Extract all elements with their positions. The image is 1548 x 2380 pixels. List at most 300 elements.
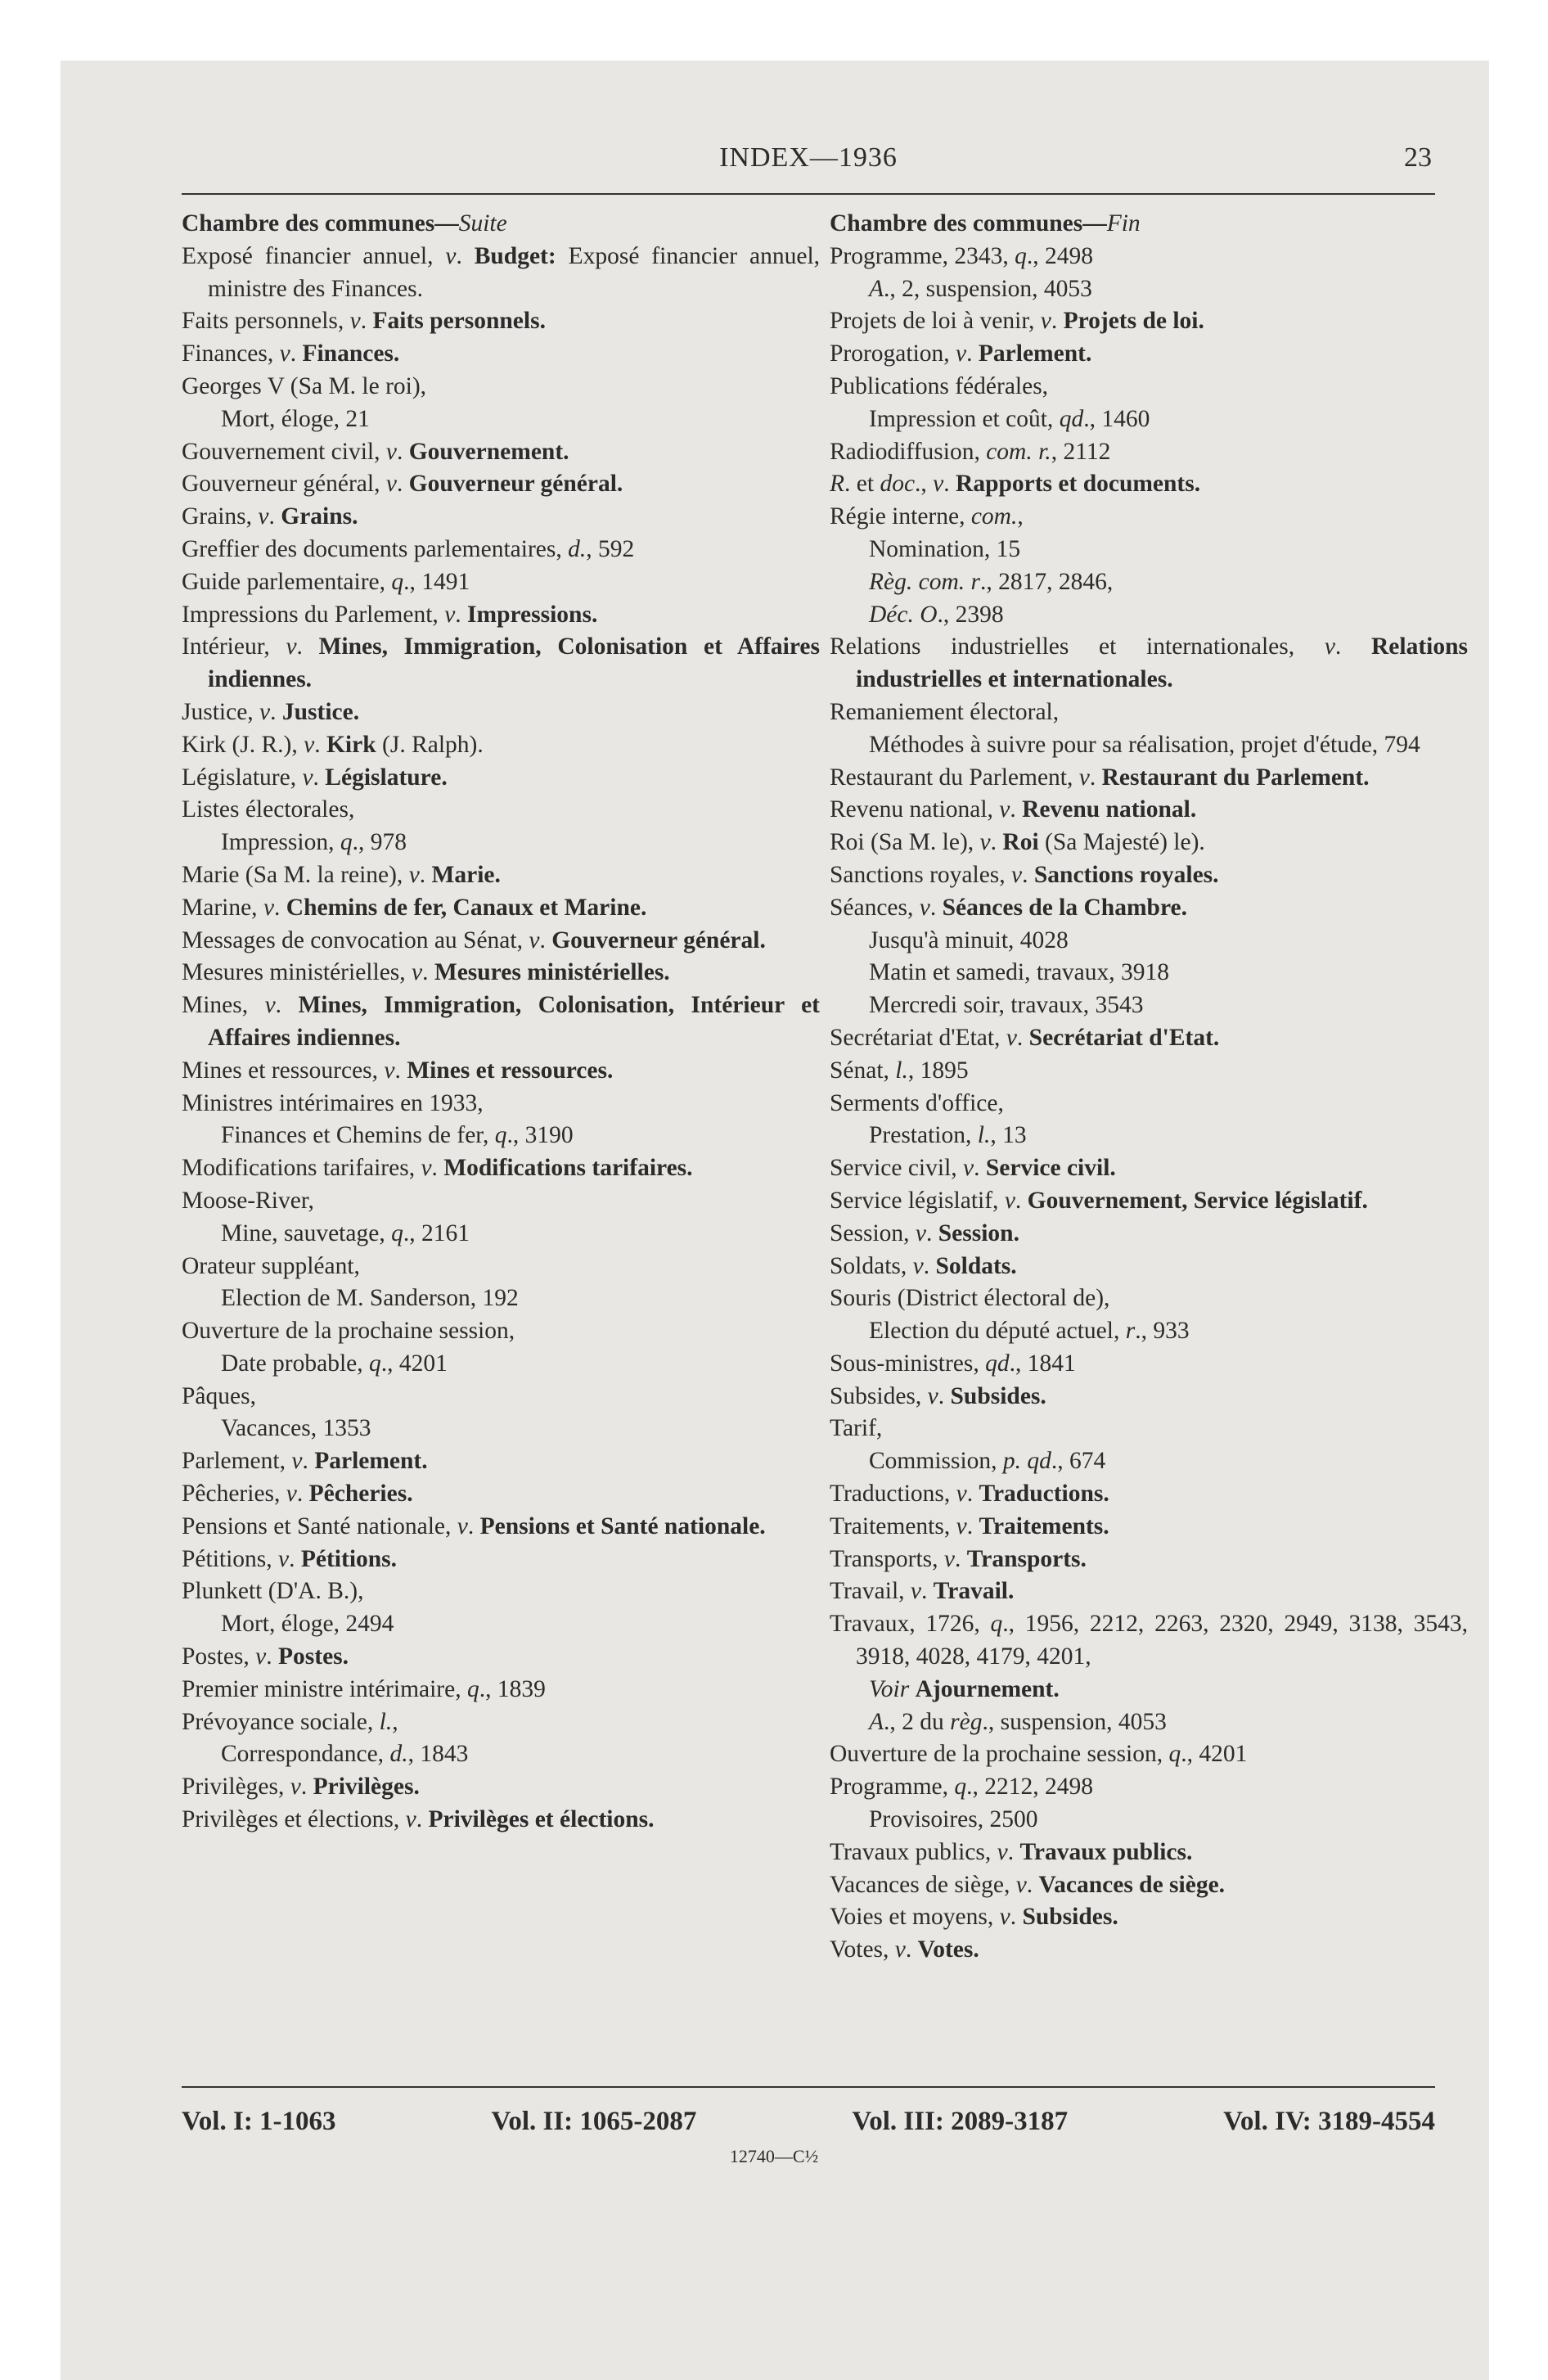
entry-text: ., bbox=[915, 471, 934, 498]
index-entry bbox=[182, 1152, 820, 1185]
cross-reference: Traductions. bbox=[979, 1481, 1109, 1508]
abbreviation: v bbox=[278, 1545, 290, 1572]
index-entry bbox=[182, 1706, 820, 1739]
cross-reference: Pétitions. bbox=[300, 1545, 398, 1572]
abbreviation: v bbox=[927, 1382, 938, 1409]
entry-text: . bbox=[313, 764, 326, 791]
entry-text: Projets de loi à venir, bbox=[830, 308, 1041, 335]
index-subentry bbox=[830, 729, 1468, 762]
entry-text: . bbox=[270, 698, 282, 725]
index-entry bbox=[182, 925, 820, 958]
header-rule bbox=[182, 193, 1435, 195]
entry-text: Messages de convocation au Sénat, bbox=[182, 926, 529, 953]
index-subentry bbox=[830, 1120, 1468, 1152]
cross-reference: Pêcheries. bbox=[308, 1481, 413, 1508]
cross-reference: Votes. bbox=[917, 1936, 979, 1963]
entry-text: . bbox=[268, 503, 281, 530]
entry-text: Ouverture de la prochaine session, bbox=[830, 1741, 1169, 1768]
entry-text: . et bbox=[844, 471, 880, 498]
volume-range: Vol. II: 1065-2087 bbox=[491, 2107, 697, 2136]
cross-reference: Revenu national. bbox=[1022, 796, 1197, 823]
entry-text: Méthodes à suivre pour sa réalisation, projet d'étude, 794 bbox=[869, 731, 1420, 758]
entry-text: . bbox=[954, 1545, 967, 1572]
cross-reference: Travaux publics. bbox=[1019, 1838, 1193, 1865]
abbreviation: q bbox=[340, 829, 353, 856]
index-entry bbox=[830, 1608, 1468, 1674]
cross-reference: Gouvernement, Service législatif. bbox=[1027, 1187, 1368, 1214]
index-subentry bbox=[830, 273, 1468, 306]
abbreviation: v bbox=[1015, 1871, 1027, 1898]
entry-text: Election du député actuel, bbox=[869, 1318, 1126, 1345]
page-number: 23 bbox=[1404, 142, 1432, 173]
volume-range: Vol. IV: 3189-4554 bbox=[1223, 2107, 1435, 2136]
entry-text: . bbox=[1016, 1024, 1029, 1051]
entry-text: . bbox=[394, 1057, 407, 1084]
entry-text: Justice, bbox=[182, 698, 260, 725]
cross-reference: Justice. bbox=[281, 698, 360, 725]
index-entry bbox=[830, 794, 1468, 827]
entry-text: . bbox=[431, 1155, 444, 1182]
index-entry bbox=[182, 1445, 820, 1478]
entry-text: . bbox=[943, 471, 956, 498]
entry-text: Postes, bbox=[182, 1643, 256, 1670]
cross-reference: Gouverneur général. bbox=[408, 471, 623, 498]
entry-text: . bbox=[1089, 764, 1102, 791]
entry-text: (J. Ralph). bbox=[376, 731, 484, 758]
entry-text: ., 1460 bbox=[1083, 405, 1150, 432]
cross-reference: Secrétariat d'Etat. bbox=[1028, 1024, 1220, 1051]
entry-text: . bbox=[1022, 861, 1034, 888]
index-entry bbox=[182, 338, 820, 371]
entry-text: Mines, bbox=[182, 992, 265, 1019]
cross-reference: Sanctions royales. bbox=[1033, 861, 1219, 888]
entry-text: . bbox=[416, 1806, 429, 1833]
entry-text: Radiodiffusion, bbox=[830, 438, 987, 465]
entry-text: , 1843 bbox=[407, 1741, 469, 1768]
abbreviation: Déc. O bbox=[869, 601, 938, 628]
entry-text: . bbox=[1010, 1904, 1023, 1931]
entry-text: . bbox=[926, 1219, 938, 1246]
entry-text: Publications fédérales, bbox=[830, 372, 1049, 399]
index-subentry bbox=[830, 599, 1468, 632]
cross-reference: Privilèges et élections. bbox=[428, 1806, 655, 1833]
abbreviation: q bbox=[954, 1774, 967, 1801]
cross-reference: Projets de loi. bbox=[1063, 308, 1204, 335]
entry-text: Impression et coût, bbox=[869, 405, 1060, 432]
entry-text: ., suspension, 4053 bbox=[982, 1708, 1167, 1735]
entry-text: . bbox=[300, 1774, 313, 1801]
index-entry bbox=[830, 1218, 1468, 1251]
abbreviation: v bbox=[963, 1155, 974, 1182]
abbreviation: v bbox=[408, 861, 420, 888]
entry-text: Séances, bbox=[830, 894, 920, 921]
entry-text: Prestation, bbox=[869, 1122, 978, 1149]
index-entry bbox=[182, 1804, 820, 1837]
index-entry bbox=[182, 1771, 820, 1804]
cross-reference: Subsides. bbox=[1022, 1904, 1118, 1931]
entry-text: Impressions du Parlement, bbox=[182, 601, 445, 628]
abbreviation: q bbox=[494, 1122, 507, 1149]
index-entry bbox=[182, 599, 820, 632]
entry-text: Pensions et Santé nationale, bbox=[182, 1512, 457, 1539]
entry-text: Mercredi soir, travaux, 3543 bbox=[869, 992, 1144, 1019]
cross-reference: Grains. bbox=[281, 503, 358, 530]
abbreviation: v bbox=[263, 894, 275, 921]
entry-text: Restaurant du Parlement, bbox=[830, 764, 1079, 791]
entry-text: ., 2498 bbox=[1026, 242, 1094, 269]
cross-reference: Impressions. bbox=[467, 601, 598, 628]
index-entry bbox=[830, 1869, 1468, 1902]
index-entry bbox=[182, 501, 820, 534]
index-entry bbox=[182, 1088, 820, 1120]
index-entry bbox=[182, 305, 820, 338]
abbreviation: qd bbox=[985, 1350, 1010, 1377]
cross-reference: Gouvernement. bbox=[408, 438, 569, 465]
entry-text: . bbox=[966, 1481, 979, 1508]
index-entry bbox=[830, 468, 1468, 501]
heading-text: Chambre des communes— bbox=[830, 210, 1107, 237]
entry-text: . bbox=[974, 1155, 986, 1182]
entry-text: . bbox=[1051, 308, 1064, 335]
abbreviation: com. r. bbox=[986, 438, 1051, 465]
entry-text: ., 2398 bbox=[937, 601, 1004, 628]
cross-reference: Session. bbox=[938, 1219, 1019, 1246]
index-entry bbox=[830, 1771, 1468, 1804]
entry-text: Georges V (Sa M. le roi), bbox=[182, 372, 427, 399]
abbreviation: v bbox=[302, 764, 313, 791]
abbreviation: v bbox=[304, 731, 315, 758]
abbreviation: q bbox=[466, 1675, 479, 1702]
entry-text: . bbox=[290, 340, 303, 367]
entry-text: Serments d'office, bbox=[830, 1089, 1004, 1116]
entry-text: , 2112 bbox=[1051, 438, 1111, 465]
index-entry bbox=[182, 566, 820, 599]
abbreviation: v bbox=[1078, 764, 1090, 791]
entry-text: , bbox=[1017, 503, 1024, 530]
entry-text: . bbox=[938, 1382, 951, 1409]
entry-text: Subsides, bbox=[830, 1382, 928, 1409]
index-entry bbox=[830, 1185, 1468, 1218]
cross-reference: Marie. bbox=[431, 861, 501, 888]
entry-text: . bbox=[920, 1578, 934, 1605]
cross-reference: Subsides. bbox=[950, 1382, 1046, 1409]
entry-text: Parlement, bbox=[182, 1448, 292, 1475]
index-entry bbox=[182, 989, 820, 1055]
entry-text: . bbox=[1010, 796, 1023, 823]
abbreviation: v bbox=[910, 1578, 921, 1605]
entry-text: Programme, bbox=[830, 1774, 955, 1801]
index-entry bbox=[830, 371, 1468, 403]
abbreviation: v bbox=[405, 1806, 416, 1833]
entry-text: ., 2 du bbox=[884, 1708, 951, 1735]
entry-text: Traitements, bbox=[830, 1512, 956, 1539]
entry-text: , 592 bbox=[586, 535, 635, 562]
abbreviation: qd bbox=[1059, 405, 1084, 432]
entry-text: Correspondance, bbox=[221, 1741, 390, 1768]
cross-reference: Transports. bbox=[966, 1545, 1087, 1572]
index-entry bbox=[182, 729, 820, 762]
index-entry bbox=[182, 1251, 820, 1283]
abbreviation: v bbox=[291, 1448, 303, 1475]
abbreviation: v bbox=[445, 242, 457, 269]
entry-text: Greffier des documents parlementaires, bbox=[182, 535, 569, 562]
entry-text: ., 674 bbox=[1051, 1448, 1106, 1475]
entry-text: Traductions, bbox=[830, 1481, 956, 1508]
entry-text: Vacances de siège, bbox=[830, 1871, 1016, 1898]
abbreviation: r bbox=[1125, 1318, 1136, 1345]
cross-reference: Parlement. bbox=[978, 340, 1092, 367]
cross-reference: Ajournement. bbox=[915, 1675, 1060, 1702]
index-subentry bbox=[182, 1738, 820, 1771]
entry-text: Grains, bbox=[182, 503, 259, 530]
index-entry bbox=[182, 1674, 820, 1706]
abbreviation: q bbox=[391, 568, 404, 595]
index-entry bbox=[182, 1575, 820, 1608]
entry-text: . bbox=[966, 1512, 979, 1539]
entry-text: . bbox=[360, 308, 373, 335]
index-entry bbox=[182, 1055, 820, 1088]
abbreviation: v bbox=[529, 926, 540, 953]
cross-reference: Modifications tarifaires. bbox=[443, 1155, 693, 1182]
index-entry bbox=[830, 436, 1468, 469]
page-header bbox=[182, 142, 1435, 192]
entry-text: Marie (Sa M. la reine), bbox=[182, 861, 409, 888]
entry-text: Modifications tarifaires, bbox=[182, 1155, 421, 1182]
abbreviation: com. bbox=[970, 503, 1018, 530]
entry-text: . bbox=[296, 633, 319, 660]
cross-reference: Mines, Immigration, Colonisation et Affaires indiennes. bbox=[208, 633, 821, 693]
index-entry bbox=[830, 1901, 1468, 1934]
entry-text: Session, bbox=[830, 1219, 916, 1246]
entry-text: Revenu national, bbox=[830, 796, 1000, 823]
entry-text: ., 2, suspension, 4053 bbox=[884, 275, 1092, 302]
entry-text: ., 4201 bbox=[380, 1350, 448, 1377]
entry-text: Sous-ministres, bbox=[830, 1350, 986, 1377]
entry-text: ., 2212, 2498 bbox=[966, 1774, 1094, 1801]
entry-text: Date probable, bbox=[221, 1350, 370, 1377]
index-entry bbox=[830, 501, 1468, 534]
entry-text: Plunkett (D'A. B.), bbox=[182, 1578, 364, 1605]
entry-text: Jusqu'à minuit, 4028 bbox=[869, 926, 1069, 953]
abbreviation: v bbox=[286, 1481, 297, 1508]
volume-ranges bbox=[182, 2107, 1435, 2137]
entry-text: . bbox=[455, 601, 468, 628]
entry-text: (Sa Majesté) le). bbox=[1038, 829, 1205, 856]
abbreviation: v bbox=[956, 1512, 967, 1539]
column-heading bbox=[830, 208, 1468, 241]
entry-text: Pétitions, bbox=[182, 1545, 279, 1572]
entry-text: Transports, bbox=[830, 1545, 944, 1572]
entry-text: . bbox=[1026, 1871, 1039, 1898]
index-subentry bbox=[830, 1315, 1468, 1348]
index-subentry bbox=[830, 957, 1468, 989]
index-subentry bbox=[830, 1706, 1468, 1739]
abbreviation: v bbox=[919, 894, 930, 921]
entry-text: Sanctions royales, bbox=[830, 861, 1012, 888]
abbreviation: v bbox=[255, 1643, 267, 1670]
entry-text: Matin et samedi, travaux, 3918 bbox=[869, 959, 1170, 986]
entry-text: Nomination, 15 bbox=[869, 535, 1021, 562]
entry-text: Finances, bbox=[182, 340, 280, 367]
index-entry bbox=[182, 762, 820, 795]
abbreviation: v bbox=[943, 1545, 955, 1572]
entry-text: Régie interne, bbox=[830, 503, 971, 530]
index-entry bbox=[830, 1837, 1468, 1869]
index-entry bbox=[182, 859, 820, 892]
entry-text: Prorogation, bbox=[830, 340, 956, 367]
entry-text: Travail, bbox=[830, 1578, 911, 1605]
cross-reference: Travail. bbox=[933, 1578, 1015, 1605]
entry-text: , 1895 bbox=[907, 1057, 969, 1084]
entry-text: ., 4201 bbox=[1181, 1741, 1248, 1768]
abbreviation: v bbox=[349, 308, 361, 335]
entry-text: . bbox=[266, 1643, 279, 1670]
abbreviation: v bbox=[956, 340, 967, 367]
abbreviation: q bbox=[391, 1219, 403, 1246]
entry-text: Prévoyance sociale, bbox=[182, 1708, 380, 1735]
index-subentry bbox=[182, 1282, 820, 1315]
entry-text: . bbox=[1015, 1187, 1028, 1214]
index-subentry bbox=[182, 1348, 820, 1381]
entry-text: Exposé financier annuel, ministre des Finances. bbox=[208, 242, 821, 302]
entry-text: ., 3190 bbox=[506, 1122, 574, 1149]
abbreviation: v bbox=[457, 1512, 468, 1539]
entry-text: Kirk (J. R.), bbox=[182, 731, 304, 758]
entry-text: . bbox=[923, 1252, 936, 1279]
abbreviation: v bbox=[264, 992, 276, 1019]
abbreviation: v bbox=[259, 698, 271, 725]
abbreviation: v bbox=[384, 1057, 395, 1084]
entry-text: Moose-River, bbox=[182, 1187, 314, 1214]
index-subentry bbox=[182, 1413, 820, 1445]
abbreviation: v bbox=[385, 471, 397, 498]
entry-text: . bbox=[966, 340, 979, 367]
index-entry bbox=[182, 534, 820, 566]
entry-text: Pêcheries, bbox=[182, 1481, 286, 1508]
entry-text: Relations industrielles et internationales, bbox=[830, 633, 1325, 660]
abbreviation: Règ. com. r bbox=[869, 568, 980, 595]
entry-text: , bbox=[392, 1708, 398, 1735]
entry-text: Roi (Sa M. le), bbox=[830, 829, 980, 856]
entry-text: Législature, bbox=[182, 764, 303, 791]
index-subentry bbox=[830, 1804, 1468, 1837]
entry-text: Mort, éloge, 2494 bbox=[221, 1611, 394, 1638]
entry-text: Listes électorales, bbox=[182, 796, 355, 823]
index-subentry bbox=[182, 1120, 820, 1152]
cross-reference: Gouverneur général. bbox=[551, 926, 766, 953]
index-entry bbox=[182, 1478, 820, 1511]
cross-reference: Chemins de fer, Canaux et Marine. bbox=[286, 894, 647, 921]
print-code: 12740—C½ bbox=[729, 2146, 819, 2166]
abbreviation: v bbox=[997, 1838, 1008, 1865]
index-subentry bbox=[182, 827, 820, 859]
index-entry bbox=[830, 1738, 1468, 1771]
entry-text: Service législatif, bbox=[830, 1187, 1005, 1214]
entry-text: Orateur suppléant, bbox=[182, 1252, 360, 1279]
cross-reference: Législature. bbox=[325, 764, 448, 791]
entry-text: Provisoires, 2500 bbox=[869, 1806, 1038, 1833]
abbreviation: v bbox=[999, 1904, 1010, 1931]
abbreviation: q bbox=[1015, 242, 1027, 269]
entry-text: Privilèges, bbox=[182, 1774, 290, 1801]
entry-text: . bbox=[296, 1481, 309, 1508]
entry-text: Tarif, bbox=[830, 1415, 883, 1442]
index-entry bbox=[830, 892, 1468, 925]
index-entry bbox=[830, 859, 1468, 892]
index-subentry bbox=[830, 534, 1468, 566]
entry-text: . bbox=[302, 1448, 315, 1475]
entry-text: Service civil, bbox=[830, 1155, 964, 1182]
index-entry bbox=[182, 241, 820, 306]
index-subentry bbox=[182, 1218, 820, 1251]
heading-text: Chambre des communes— bbox=[182, 210, 459, 237]
index-subentry bbox=[182, 1608, 820, 1641]
entry-text bbox=[909, 1676, 915, 1702]
index-subentry bbox=[830, 566, 1468, 599]
entry-text: ., 1841 bbox=[1009, 1350, 1076, 1377]
entry-text: Election de M. Sanderson, 192 bbox=[221, 1285, 519, 1312]
entry-text: ., 2817, 2846, bbox=[980, 568, 1114, 595]
abbreviation: R bbox=[830, 471, 845, 498]
index-subentry bbox=[830, 989, 1468, 1022]
cross-reference: Vacances de siège. bbox=[1038, 1871, 1226, 1898]
abbreviation: q bbox=[369, 1350, 381, 1377]
cross-reference: Relations industrielles et internationales. bbox=[856, 633, 1468, 693]
index-entry bbox=[830, 1413, 1468, 1445]
entry-text: Pâques, bbox=[182, 1382, 256, 1409]
index-entry bbox=[830, 1381, 1468, 1413]
abbreviation: v bbox=[1006, 1024, 1017, 1051]
abbreviation: Voir bbox=[869, 1675, 910, 1702]
entry-text: Intérieur, bbox=[182, 633, 286, 660]
cross-reference: Parlement. bbox=[314, 1448, 428, 1475]
abbreviation: q bbox=[990, 1611, 1003, 1638]
entry-text: Soldats, bbox=[830, 1252, 913, 1279]
entry-text: . bbox=[456, 242, 475, 269]
entry-text: . bbox=[422, 959, 434, 986]
column-heading bbox=[182, 208, 820, 241]
entry-text: Souris (District électoral de), bbox=[830, 1285, 1110, 1312]
cross-reference: Privilèges. bbox=[313, 1774, 420, 1801]
entry-text: . bbox=[314, 731, 326, 758]
entry-text: Voies et moyens, bbox=[830, 1904, 1000, 1931]
entry-text: . bbox=[905, 1936, 918, 1963]
entry-text: Mines et ressources, bbox=[182, 1057, 385, 1084]
index-entry bbox=[830, 827, 1468, 859]
heading-continuation: Suite bbox=[458, 210, 507, 237]
index-entry bbox=[830, 1511, 1468, 1544]
entry-text: ., 1956, 2212, 2263, 2320, 2949, 3138, 3543, 3918, 4028, 4179, 4201, bbox=[856, 1611, 1469, 1670]
index-entry bbox=[182, 1511, 820, 1544]
entry-text: Ministres intérimaires en 1933, bbox=[182, 1089, 484, 1116]
entry-text: . bbox=[289, 1545, 301, 1572]
entry-text: . bbox=[274, 894, 286, 921]
heading-continuation: Fin bbox=[1106, 210, 1141, 237]
entry-text: . bbox=[396, 438, 409, 465]
entry-text: ., 1491 bbox=[403, 568, 470, 595]
abbreviation: v bbox=[290, 1774, 301, 1801]
entry-text: Ouverture de la prochaine session, bbox=[182, 1318, 515, 1345]
abbreviation: v bbox=[956, 1481, 967, 1508]
entry-text: Votes, bbox=[830, 1936, 895, 1963]
abbreviation: v bbox=[1011, 861, 1023, 888]
abbreviation: d. bbox=[568, 535, 587, 562]
cross-reference: Postes. bbox=[278, 1643, 349, 1670]
index-entry bbox=[182, 1641, 820, 1674]
entry-text: Marine, bbox=[182, 894, 263, 921]
abbreviation: v bbox=[912, 1252, 924, 1279]
volume-range: Vol. I: 1-1063 bbox=[182, 2107, 336, 2136]
